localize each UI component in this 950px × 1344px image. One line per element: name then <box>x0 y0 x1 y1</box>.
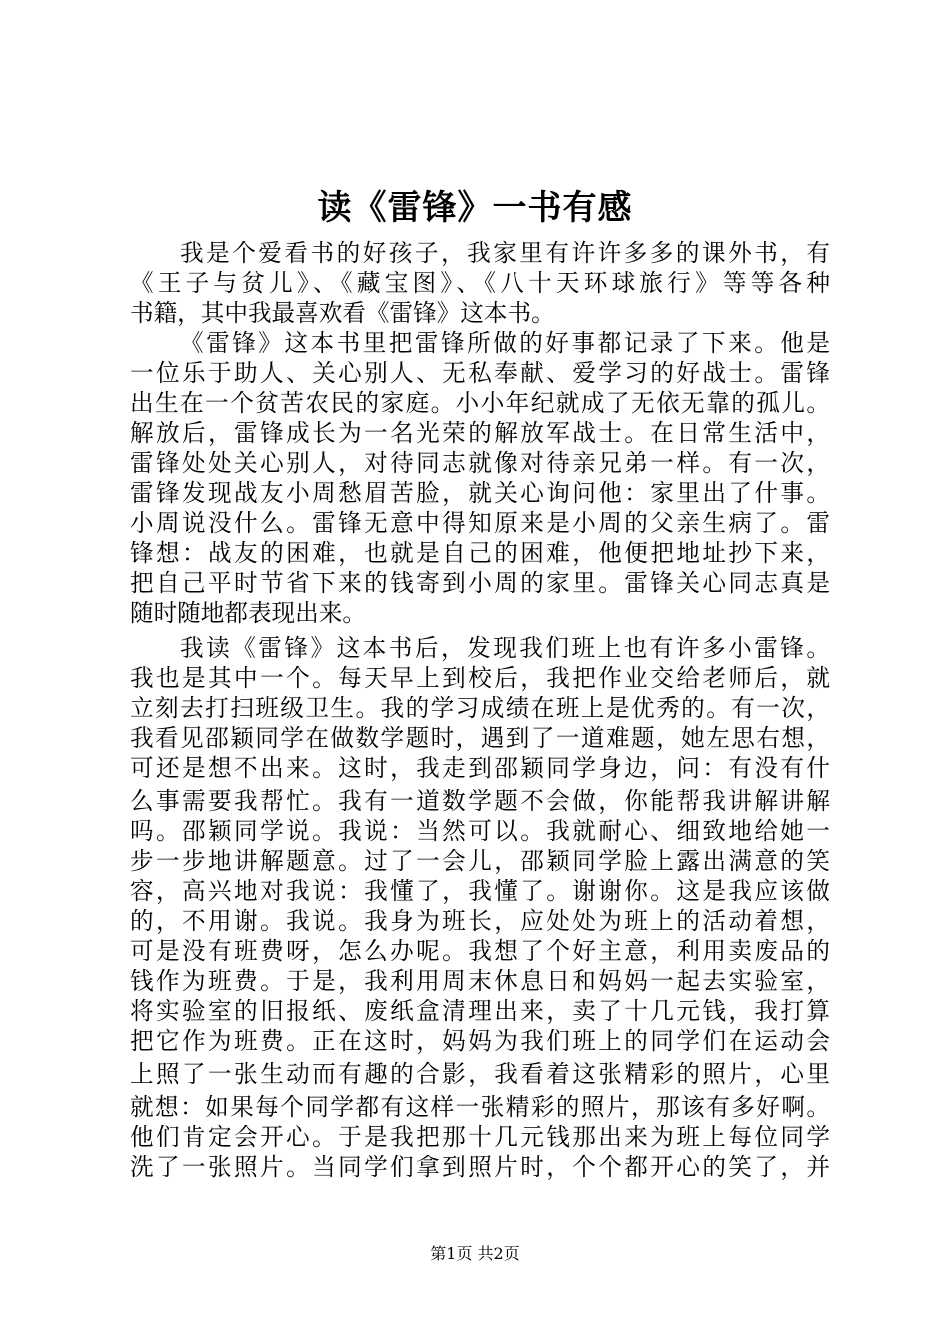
text-line: 《王子与贫儿》、《藏宝图》、《八十天环球旅行》等等各种 <box>130 269 830 297</box>
text-line: 小周说没什么。雷锋无意中得知原来是小周的父亲生病了。雷 <box>130 509 830 537</box>
text-line: 容，高兴地对我说：我懂了，我懂了。谢谢你。这是我应该做 <box>130 877 830 905</box>
text-line: 步一步地讲解题意。过了一会儿，邵颖同学脸上露出满意的笑 <box>130 847 830 875</box>
text-line: 可是没有班费呀，怎么办呢。我想了个好主意，利用卖废品的 <box>130 937 830 965</box>
text-line: 吗。邵颖同学说。我说：当然可以。我就耐心、细致地给她一 <box>130 817 830 845</box>
text-line: 雷锋发现战友小周愁眉苦脸，就关心询问他：家里出了什事。 <box>130 479 830 507</box>
text-line: 立刻去打扫班级卫生。我的学习成绩在班上是优秀的。有一次， <box>130 694 830 722</box>
text-line: 解放后，雷锋成长为一名光荣的解放军战士。在日常生活中， <box>130 419 830 447</box>
text-line: 将实验室的旧报纸、废纸盒清理出来，卖了十几元钱，我打算 <box>130 997 830 1025</box>
text-line: 随时随地都表现出来。 <box>130 599 366 627</box>
text-line: 一位乐于助人、关心别人、无私奉献、爱学习的好战士。雷锋 <box>130 359 830 387</box>
text-line: 书籍，其中我最喜欢看《雷锋》这本书。 <box>130 299 555 327</box>
text-line: 《雷锋》这本书里把雷锋所做的好事都记录了下来。他是 <box>180 329 830 357</box>
text-line: 我读《雷锋》这本书后，发现我们班上也有许多小雷锋。 <box>180 634 830 662</box>
text-line: 可还是想不出来。这时，我走到邵颖同学身边，问：有没有什 <box>130 754 830 782</box>
text-line: 把它作为班费。正在这时，妈妈为我们班上的同学们在运动会 <box>130 1027 830 1055</box>
text-line: 把自己平时节省下来的钱寄到小周的家里。雷锋关心同志真是 <box>130 569 830 597</box>
page-number: 第1页 共2页 <box>430 1244 520 1263</box>
text-line: 他们肯定会开心。于是我把那十几元钱那出来为班上每位同学 <box>130 1123 830 1151</box>
text-line: 出生在一个贫苦农民的家庭。小小年纪就成了无依无靠的孤儿。 <box>130 389 830 417</box>
text-line: 锋想：战友的困难，也就是自己的困难，他便把地址抄下来， <box>130 539 830 567</box>
text-line: 我也是其中一个。每天早上到校后，我把作业交给老师后，就 <box>130 664 830 692</box>
text-line: 我是个爱看书的好孩子，我家里有许许多多的课外书，有 <box>180 239 830 267</box>
text-line: 的，不用谢。我说。我身为班长，应处处为班上的活动着想， <box>130 907 830 935</box>
text-line: 雷锋处处关心别人，对待同志就像对待亲兄弟一样。有一次， <box>130 449 830 477</box>
text-line: 我看见邵颖同学在做数学题时，遇到了一道难题，她左思右想， <box>130 724 830 752</box>
text-line: 钱作为班费。于是，我利用周末休息日和妈妈一起去实验室， <box>130 967 830 995</box>
text-line: 么事需要我帮忙。我有一道数学题不会做，你能帮我讲解讲解 <box>130 787 830 815</box>
page-title: 读《雷锋》一书有感 <box>317 188 633 228</box>
text-line: 上照了一张生动而有趣的合影，我看着这张精彩的照片，心里 <box>130 1060 830 1088</box>
text-line: 洗了一张照片。当同学们拿到照片时，个个都开心的笑了，并 <box>130 1153 830 1181</box>
text-line: 就想：如果每个同学都有这样一张精彩的照片，那该有多好啊。 <box>130 1093 830 1121</box>
